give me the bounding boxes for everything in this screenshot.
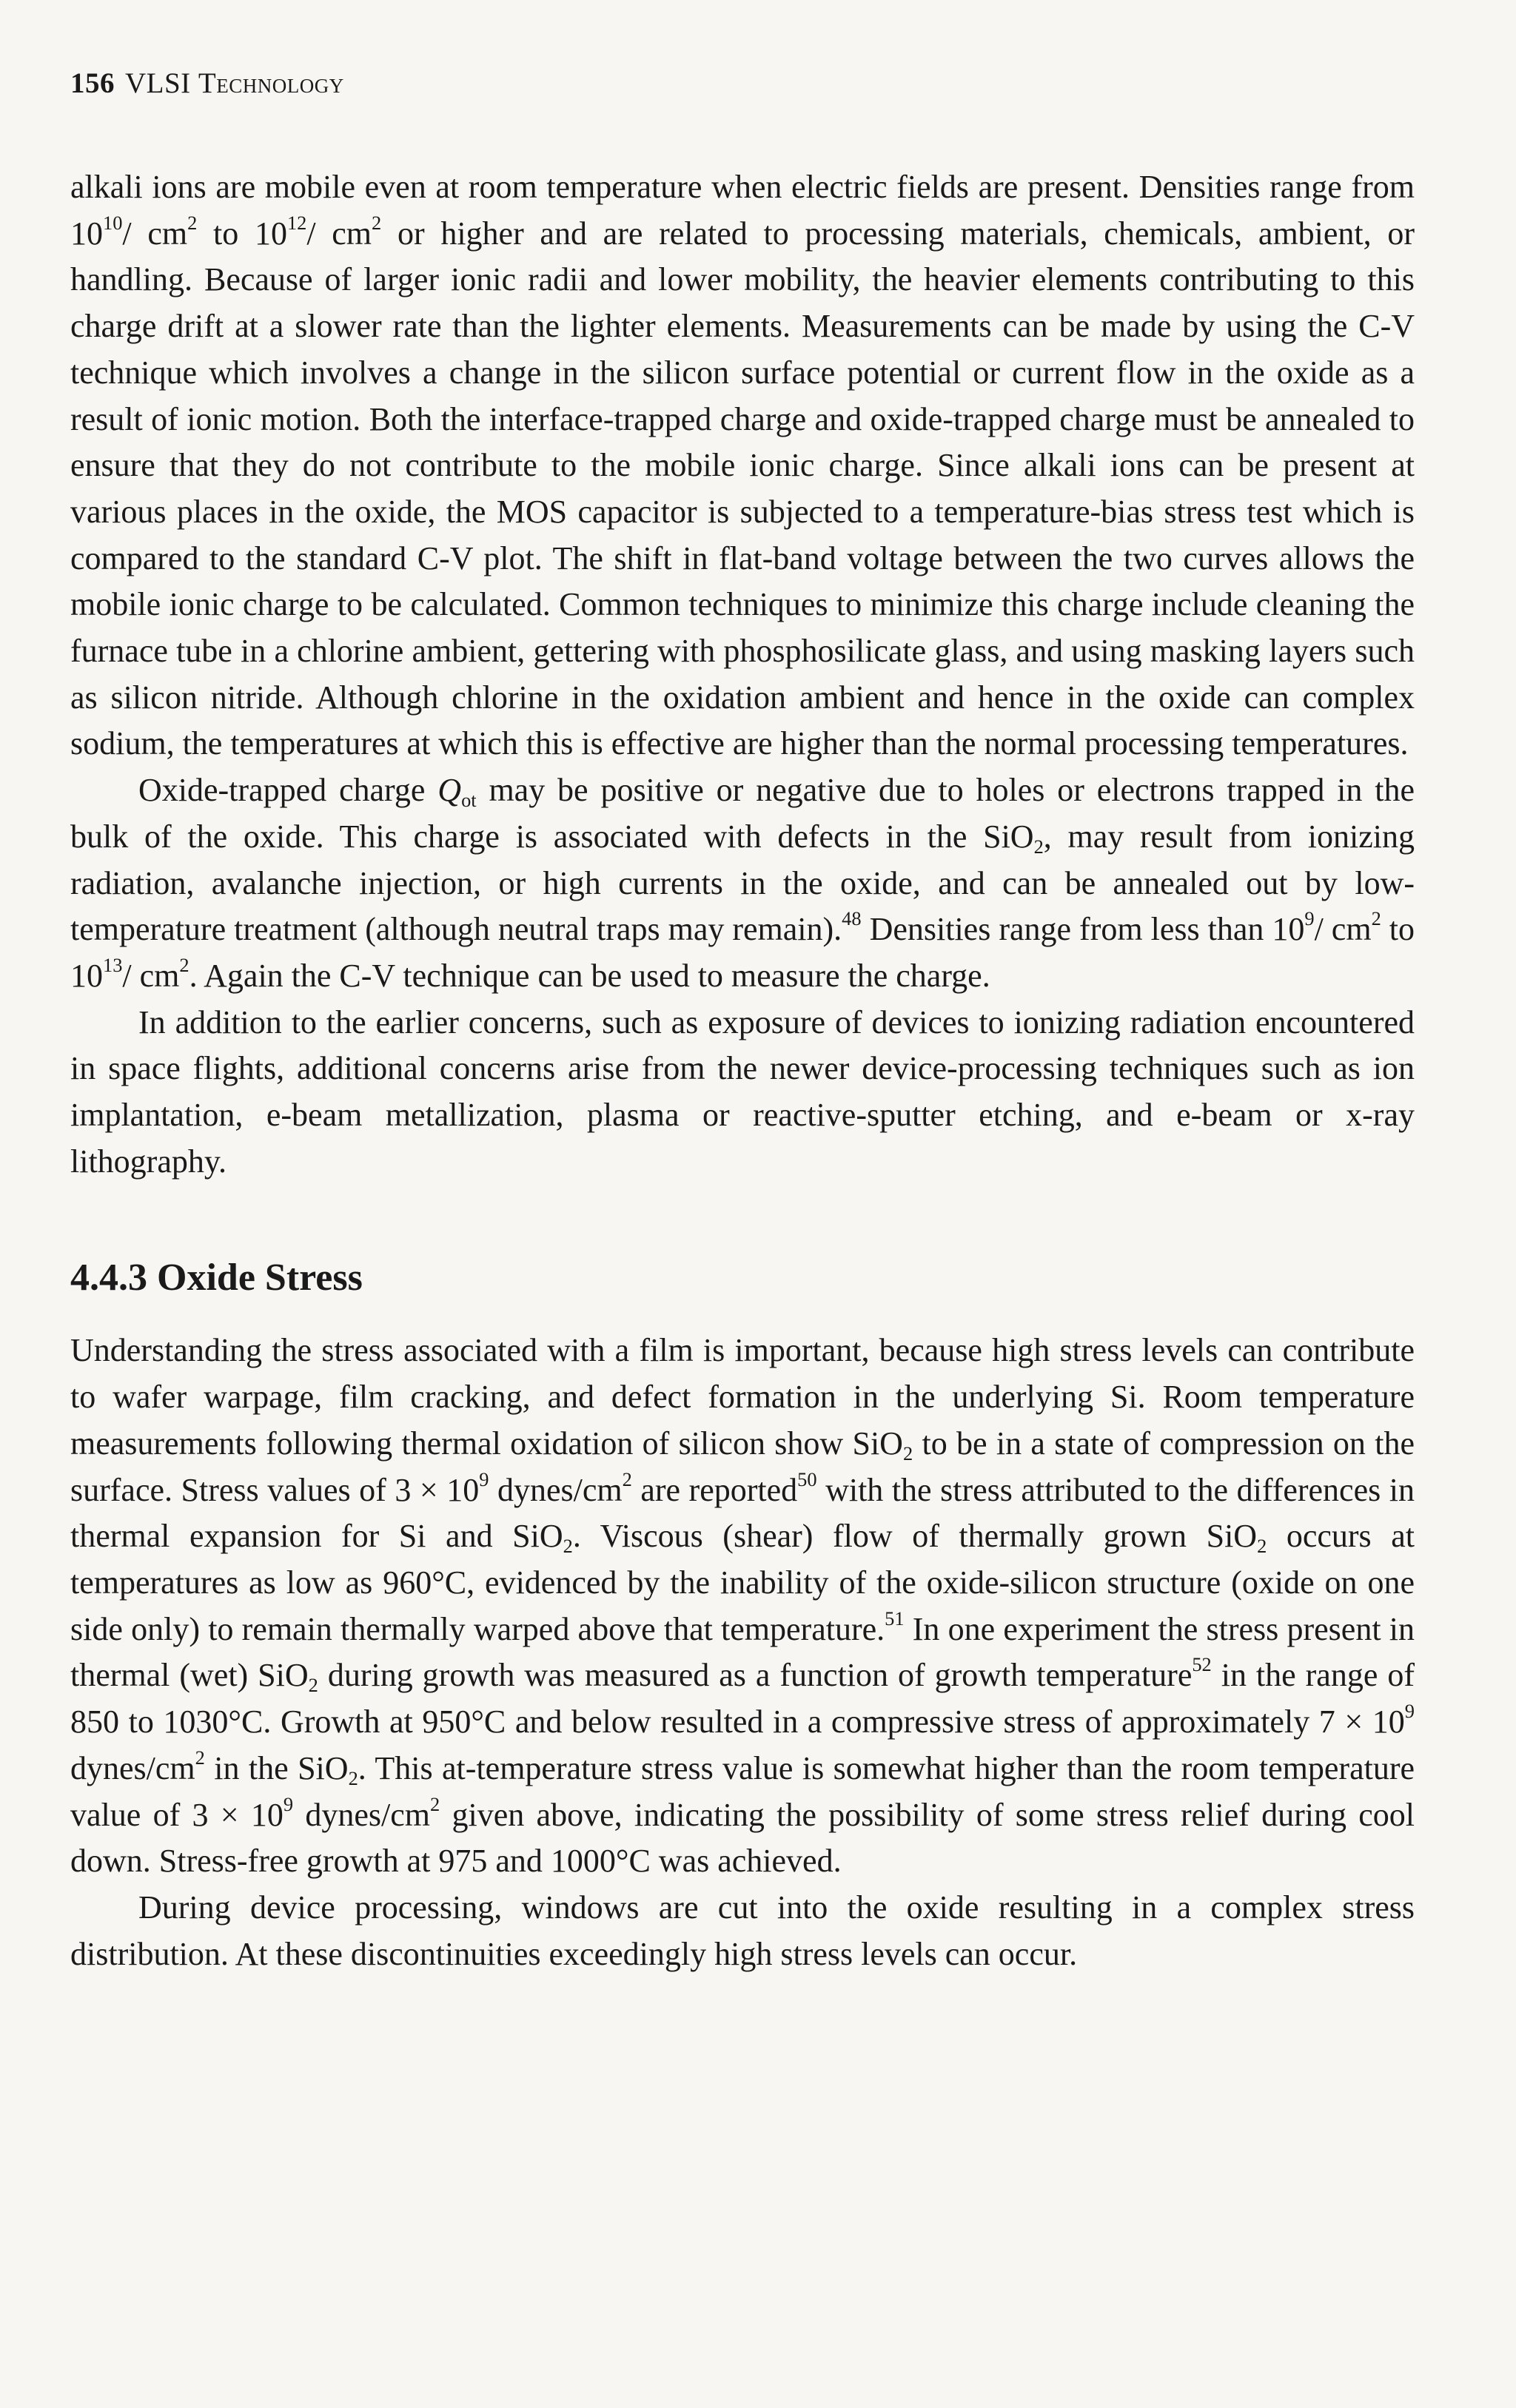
paragraph-additional-concerns: In addition to the earlier concerns, such as exposure of devices to ionizing radiation encountered in space flights, additional concerns arise from the newer device-processing techniques such as ion implantation, e-beam metallization, plasma or reactive-sputter etching, and e-beam or x-ray lithography. [70, 1003, 1415, 1180]
paragraph-oxide-trapped-charge [70, 767, 1415, 1000]
reference-superscript: 52 [1192, 1653, 1212, 1676]
text-run: . Again the C-V technique can be used to measure the charge. [189, 957, 990, 994]
superscript: 2 [622, 1467, 632, 1490]
superscript: 2 [179, 954, 190, 977]
reference-superscript: 51 [885, 1607, 905, 1630]
superscript: 9 [479, 1467, 489, 1490]
text-run: / cm [1314, 911, 1372, 948]
text-run: to 10 [70, 911, 1415, 994]
text-run: alkali ions are mobile even at room temperature when electric fields are present. Densities range from 10 [70, 169, 1415, 252]
text-run: In one experiment the stress present in thermal (wet) SiO [70, 1610, 1415, 1694]
text-run: with the stress attributed to the differences in thermal expansion for Si and SiO [70, 1471, 1415, 1555]
subscript: 2 [348, 1766, 358, 1789]
text-run: , may result from ionizing radiation, avalanche injection, or high currents in the oxide, and can be annealed out by low-temperature treatment (although neutral traps may remain). [70, 818, 1415, 948]
subscript: 2 [902, 1442, 913, 1464]
superscript: 12 [286, 211, 307, 234]
text-run: are reported [631, 1471, 798, 1508]
section-heading: 4.4.3 Oxide Stress [70, 1257, 363, 1299]
superscript: 9 [1304, 907, 1315, 930]
superscript: 10 [103, 211, 123, 234]
variable-symbol: Q [437, 772, 462, 809]
superscript: 9 [283, 1792, 294, 1815]
text-run: to be in a state of compression on the surface. Stress values of 3 × 10 [70, 1425, 1415, 1508]
text-run: . This at-temperature stress value is somewhat higher than the room temperature value of 3 × 10 [70, 1749, 1415, 1833]
subscript: 2 [308, 1674, 318, 1697]
text-run: / cm [122, 957, 180, 994]
text-run: Oxide-trapped charge [138, 772, 438, 809]
body-text [70, 164, 1415, 1977]
subscript: ot [461, 789, 477, 812]
text-run: Understanding the stress associated with a film is important, because high stress levels can contribute to wafer warpage, film cracking, and defect formation in the underlying Si. Room temperature measurements following thermal oxidation of silicon show SiO [70, 1332, 1415, 1462]
text-run: dynes/cm [489, 1471, 623, 1508]
text-run: given above, indicating the possibility of some stress relief during cool down. Stress-free growth at 975 and 1000°C was achieved. [70, 1796, 1415, 1880]
text-run: / cm [306, 215, 372, 252]
text-run: to 10 [197, 215, 287, 252]
page-number: 156 [70, 67, 115, 99]
superscript: 2 [195, 1746, 205, 1769]
superscript: 9 [1404, 1700, 1415, 1723]
paragraph-device-processing: During device processing, windows are cut into the oxide resulting in a complex stress distribution. At these discontinuities exceedingly high stress levels can occur. [70, 1889, 1415, 1972]
superscript: 2 [1371, 907, 1381, 930]
text-run: dynes/cm [293, 1796, 431, 1833]
subscript: 2 [1257, 1535, 1267, 1558]
text-run: in the range of 850 to 1030°C. Growth at 950°C and below resulted in a compressive stress of approximately 7 × 10 [70, 1657, 1415, 1741]
reference-superscript: 48 [842, 907, 862, 930]
text-run: occurs at temperatures as low as 960°C, evidenced by the inability of the oxide-silicon structure (oxide on one side only) to remain thermally warped above that temperature. [70, 1518, 1415, 1647]
text-run: may be positive or negative due to holes or electrons trapped in the bulk of the oxide. This charge is associated with defects in the SiO [70, 772, 1415, 855]
text-run: . Viscous (shear) flow of thermally grown SiO [572, 1518, 1258, 1555]
text-run: or higher and are related to processing materials, chemicals, ambient, or handling. Because of larger ionic radii and lower mobility, the heavier elements contributing to this charge drift at a slower rate than the lighter elements. Measurements can be made by using the C-V technique which involves a change in the silicon surface potential or current flow in the oxide as a result of ionic motion. Both the interface-trapped charge and oxide-trapped charge must be annealed to ensure that they do not contribute to the mobile ionic charge. Since alkali ions can be present at various places in the oxide, the MOS capacitor is subjected to a temperature-bias stress test which is compared to the standard C-V plot. The shift in flat-band voltage between the two curves allows the mobile ionic charge to be calculated. Common techniques to minimize this charge include cleaning the furnace tube in a chlorine ambient, gettering with phosphosilicate glass, and using masking layers such as silicon nitride. Although chlorine in the oxidation ambient and hence in the oxide can complex sodium, the temperatures at which this is effective are higher than the normal processing temperatures. [70, 215, 1415, 762]
text-run: / cm [122, 215, 188, 252]
running-title-smallcaps: Technology [198, 67, 344, 99]
text-run: Densities range from less than 10 [861, 911, 1305, 948]
text-run: in the SiO [204, 1749, 349, 1786]
superscript: 2 [372, 211, 382, 234]
running-title-prefix: VLSI [125, 67, 198, 99]
text-run: during growth was measured as a function of growth temperature [318, 1657, 1193, 1694]
paragraph-mobile-ions [70, 164, 1415, 767]
reference-superscript: 50 [797, 1467, 817, 1490]
paragraph-oxide-stress [70, 1328, 1415, 1884]
superscript: 2 [430, 1792, 440, 1815]
subscript: 2 [1033, 835, 1044, 858]
superscript: 2 [187, 211, 198, 234]
subscript: 2 [563, 1535, 573, 1558]
text-run: dynes/cm [70, 1749, 195, 1786]
running-header [70, 67, 344, 100]
superscript: 13 [103, 954, 123, 977]
